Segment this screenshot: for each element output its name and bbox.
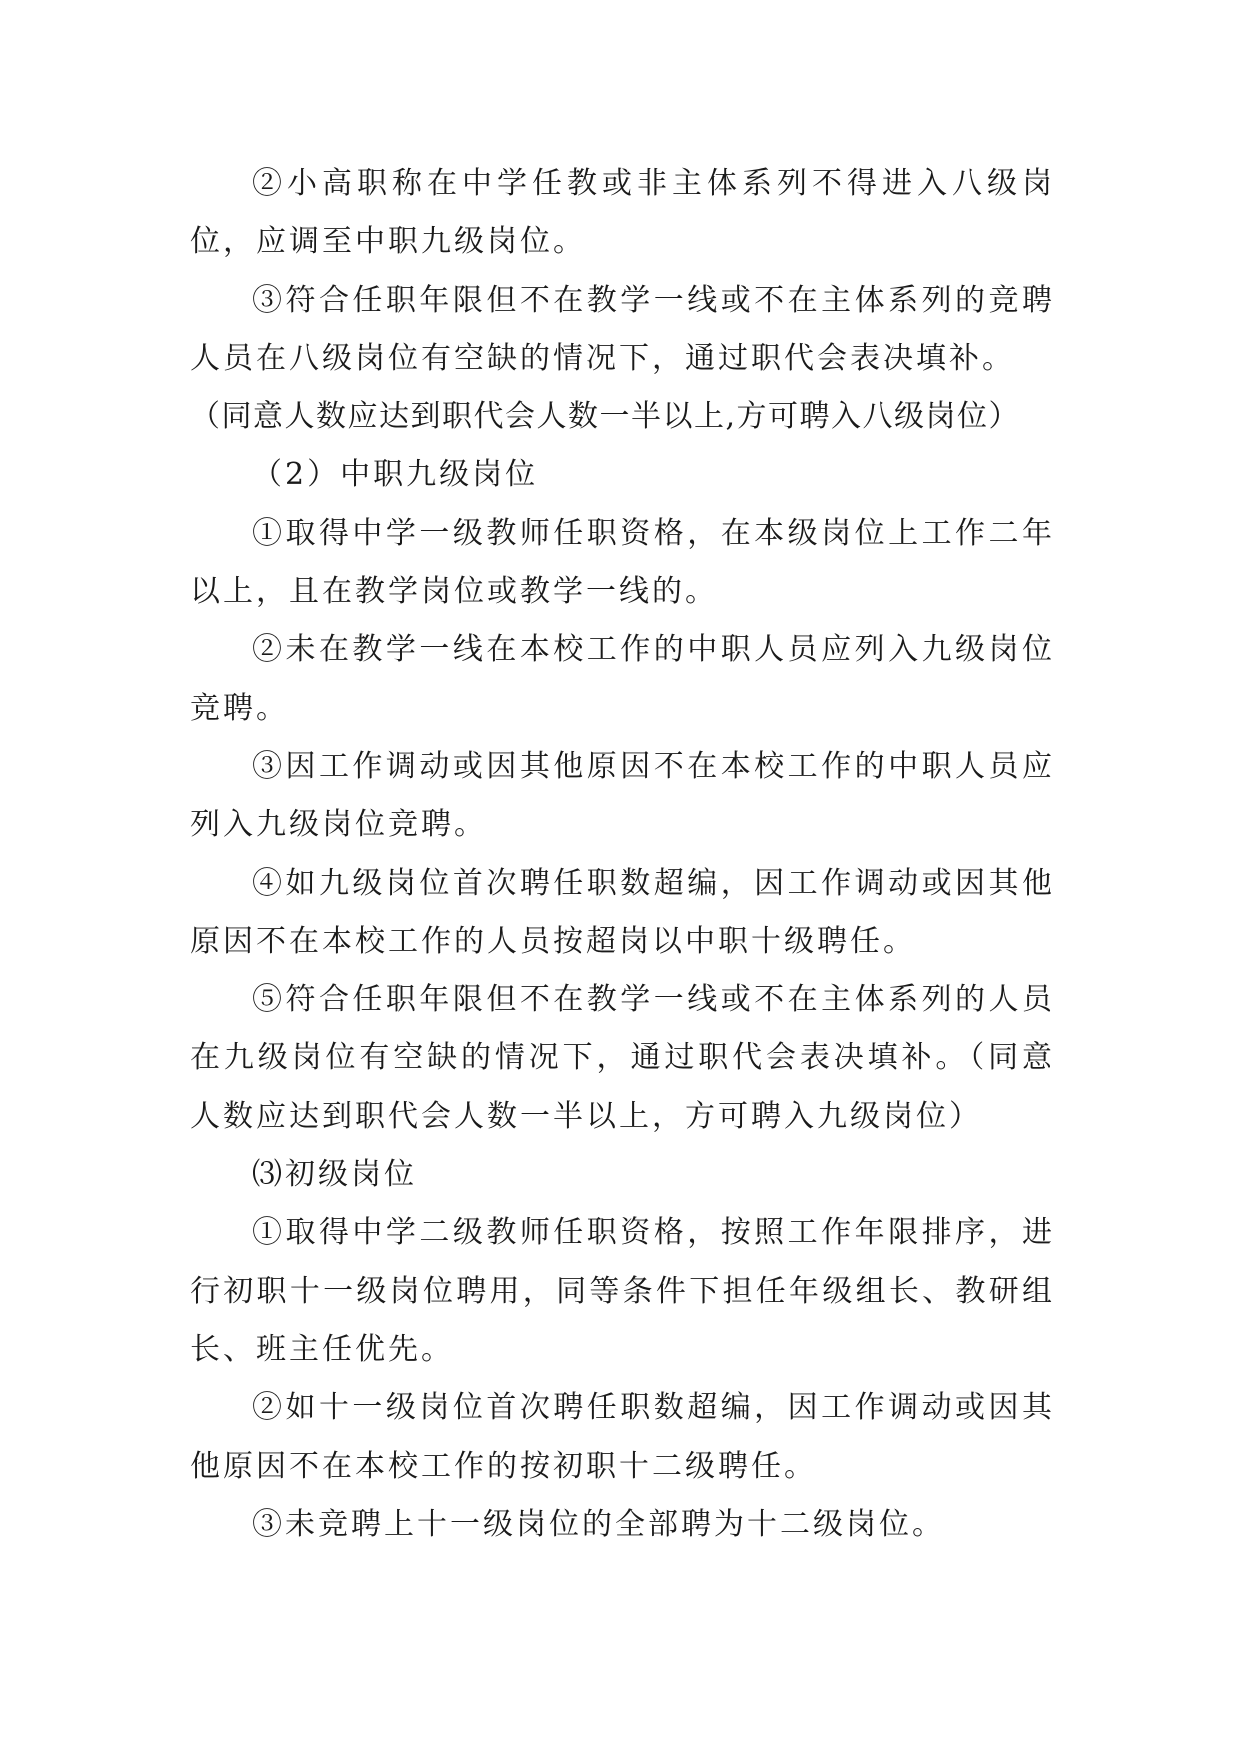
paragraph-8-3: ③符合任职年限但不在教学一线或不在主体系列的竞聘人员在八级岗位有空缺的情况下，通过职代会表决填补。 (190, 282, 1055, 376)
paragraph-9-5: ⑤符合任职年限但不在教学一线或不在主体系列的人员在九级岗位有空缺的情况下，通过职代会表决填补。（同意人数应达到职代会人数一半以上，方可聘入九级岗位） (190, 982, 1055, 1134)
section-heading-grade-9: （2）中职九级岗位 (252, 457, 539, 493)
paragraph-9-1: ①取得中学一级教师任职资格，在本级岗位上工作二年以上，且在教学岗位或教学一线的。 (190, 515, 1055, 610)
paragraph-9-4: ④如九级岗位首次聘任职数超编，因工作调动或因其他原因不在本校工作的人员按超岗以中职十级聘任。 (190, 865, 1055, 959)
paragraph-9-3: ③因工作调动或因其他原因不在本校工作的中职人员应列入九级岗位竞聘。 (190, 748, 1055, 843)
document-body (190, 155, 1055, 1554)
paragraph-junior-3: ③未竞聘上十一级岗位的全部聘为十二级岗位。 (252, 1506, 945, 1542)
paragraph-8-2: ②小高职称在中学任教或非主体系列不得进入八级岗位，应调至中职九级岗位。 (190, 166, 1055, 260)
paragraph-junior-2: ②如十一级岗位首次聘任职数超编，因工作调动或因其他原因不在本校工作的按初职十二级聘任。 (190, 1390, 1055, 1484)
section-heading-junior: ⑶初级岗位 (252, 1157, 417, 1193)
paragraph-junior-1: ①取得中学二级教师任职资格，按照工作年限排序，进行初职十一级岗位聘用，同等条件下担任年级组长、教研组长、班主任优先。 (190, 1215, 1055, 1367)
paragraph-8-3-note: （同意人数应达到职代会人数一半以上,方可聘入八级岗位） (190, 399, 1021, 435)
paragraph-9-2: ②未在教学一线在本校工作的中职人员应列入九级岗位竞聘。 (190, 632, 1055, 726)
